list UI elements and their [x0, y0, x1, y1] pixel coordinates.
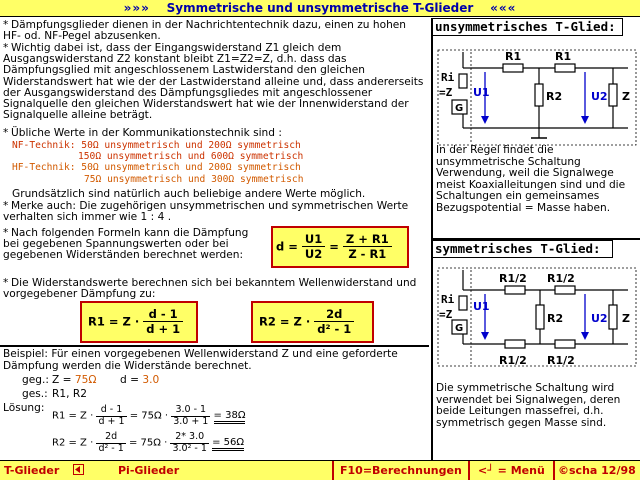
- c1-r2: R2: [546, 90, 563, 103]
- paragraph-formula-intro: * Nach folgenden Formeln kann die Dämpfung bei gegebenen Spannungswerten oder bei gegebenen Widerständen berechnet werden:: [3, 227, 249, 262]
- c1-u2: U2: [591, 90, 608, 103]
- paragraph-resistor-intro: * Die Widerstandswerte berechnen sich bei bekanntem Wellenwiderstand und vorgegebener Dämpfung zu:: [3, 277, 417, 301]
- example-separator: [0, 345, 429, 347]
- solution-r2: R2 = Z · $\frac{2d}{\text{d² - 1}}$ = 75Ω · $\frac{2* 3.0}{\text{3.0² - 1}}$ = 56Ω: [52, 431, 245, 454]
- status-separator: [553, 461, 555, 480]
- d-value[interactable]: 3.0: [142, 374, 160, 386]
- c2-z: Z: [622, 312, 630, 325]
- c2-ri: Ri: [441, 293, 455, 306]
- f10-calculations-button[interactable]: F10=Berechnungen: [340, 464, 462, 477]
- c2-u1: U1: [473, 300, 490, 313]
- c2-zeq: =Z: [439, 308, 453, 321]
- status-separator: [332, 461, 334, 480]
- c1-zeq: =Z: [439, 86, 453, 99]
- paragraph-intro: * Dämpfungsglieder dienen in der Nachrichtentechnik dazu, einen zu hohen HF- od. NF-Pegel abzusenken.: [3, 19, 407, 43]
- wanted-label: ges.:: [22, 388, 48, 400]
- t-glieder-link[interactable]: T-Glieder: [4, 464, 60, 477]
- example-intro: Beispiel: Für einen vorgegebenen Wellenwiderstand Z und eine geforderte Dämpfung werden die Widerstände berechnet.: [3, 348, 398, 372]
- c2-generator: G: [455, 323, 464, 334]
- nf-values: NF-Technik: 50Ω unsymmetrisch und 200Ω symmetrisch 150Ω unsymmetrisch und 600Ω symmetrisch HF-Technik: 50Ω unsymmetrisch und 200Ω symmetrisch 75Ω unsymmetrisch und 300Ω symmetrisch: [12, 140, 304, 185]
- sym-heading: symmetrisches T-Glied:: [433, 240, 613, 258]
- r2-result: = 56Ω: [212, 437, 244, 451]
- c2-r2: R2: [547, 312, 564, 325]
- paragraph-other-values: Grundsätzlich sind natürlich auch beliebige andere Werte möglich.: [12, 188, 366, 200]
- unsym-description: In der Regel findet die unsymmetrische Schaltung Verwendung, weil die Signalwege meist Koaxialleitungen sind und die Schaltungen ein gemeinsames Bezugspotential = Masse haben.: [436, 144, 626, 214]
- c2-r1d: R1/2: [547, 354, 575, 367]
- solution-r1: R1 = Z · $\frac{d - 1}{d + 1}$ = 75Ω · $\frac{3.0 - 1}{3.0 + 1}$ = 38Ω: [52, 404, 246, 427]
- c1-ri: Ri: [441, 71, 455, 84]
- paragraph-impedance: * Wichtig dabei ist, dass der Eingangswiderstand Z1 gleich dem Ausgangswiderstand Z2 konstant bleibt Z1=Z2=Z, d.h. dass das Dämpfungsglied mit angeschlossenem Lastwiderstand den gleichen Widerstandswert hat wie der der Lastwiderstand alleine und, dass andererseits der Ausgangswiderstand des Dämpfungsgliedes mit angeschlossener Signalquelle den gleichen Widerstandswert hat wie der Innenwiderstand der Signalquelle alleine beträgt.: [3, 42, 424, 122]
- status-separator: [468, 461, 470, 480]
- menu-button[interactable]: <┘ = Menü: [478, 464, 545, 477]
- formula-r1: R1 = Z · $\frac{d - 1}{d + 1}$: [80, 301, 198, 343]
- formula-r2: R2 = Z · $\frac{2d}{\text{d² - 1}}$: [251, 301, 374, 343]
- paragraph-common-values: * Übliche Werte in der Kommunikationstechnik sind :: [3, 127, 282, 139]
- pi-glieder-link[interactable]: Pi-Glieder: [118, 464, 180, 477]
- c2-r1a: R1/2: [499, 272, 527, 285]
- given-values: Z = 75Ω d = 3.0: [52, 374, 160, 386]
- paragraph-ratio: * Merke auch: Die zugehörigen unsymmetrischen und symmetrischen Werte verhalten sich immer wie 1 : 4 .: [3, 200, 409, 224]
- copyright-text: ©scha 12/98: [558, 464, 636, 477]
- c2-u2: U2: [591, 312, 608, 325]
- status-bar: [0, 460, 640, 480]
- c1-u1: U1: [473, 86, 490, 99]
- example-section: [0, 348, 429, 462]
- solution-label: Lösung:: [3, 402, 45, 414]
- sym-description: Die symmetrische Schaltung wird verwendet bei Signalwegen, deren beide Leitungen massefrei, d.h. symmetrisch gegen Masse sind.: [436, 382, 621, 429]
- c2-r1c: R1/2: [499, 354, 527, 367]
- c1-generator: G: [455, 103, 464, 114]
- r1-result: = 38Ω: [214, 410, 246, 424]
- unsym-heading: unsymmetrisches T-Glied:: [433, 18, 623, 36]
- title-left-deco: »»»: [123, 1, 150, 15]
- c1-r1a: R1: [505, 50, 522, 63]
- title-right-deco: «««: [490, 1, 517, 15]
- title-bar: [0, 0, 640, 17]
- wanted-values: R1, R2: [52, 388, 87, 400]
- sym-circuit-diagram: [433, 258, 640, 378]
- unsym-circuit-diagram: [433, 38, 640, 148]
- given-label: geg.:: [22, 374, 49, 386]
- c1-r1b: R1: [555, 50, 572, 63]
- c1-z: Z: [622, 90, 630, 103]
- page-title: Symmetrische und unsymmetrische T-Glieder: [166, 1, 474, 15]
- z-value[interactable]: 75Ω: [74, 374, 97, 386]
- back-arrow-icon[interactable]: [73, 464, 84, 477]
- right-pane: [431, 18, 640, 460]
- c2-r1b: R1/2: [547, 272, 575, 285]
- formula-damping: d = $\frac{U1}{U2}$ = $\frac{Z + R1}{Z - R1}$: [271, 226, 409, 268]
